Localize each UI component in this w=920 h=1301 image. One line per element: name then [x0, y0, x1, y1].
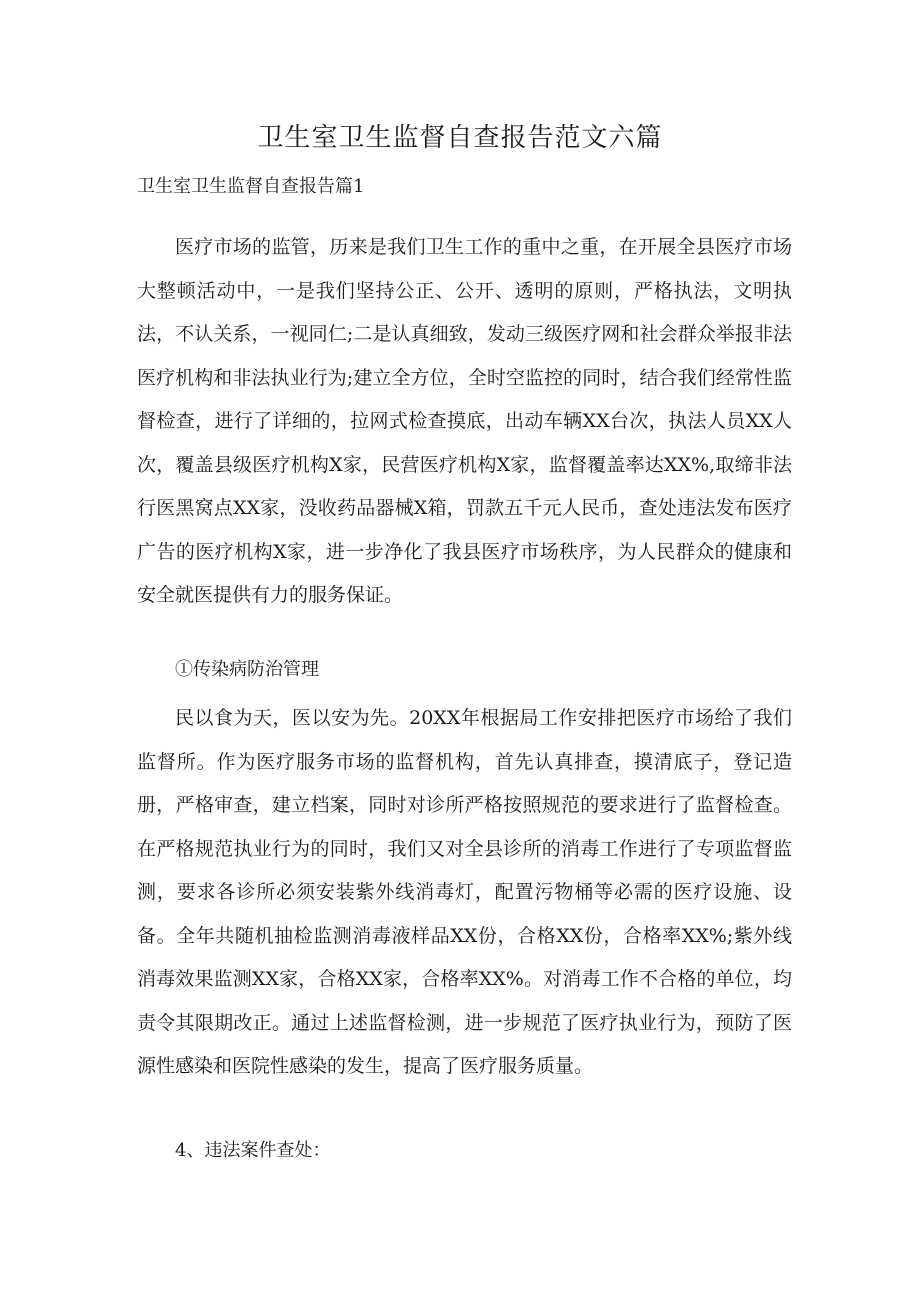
- body-paragraph-2: 民以食为天，医以安为先。20XX年根据局工作安排把医疗市场给了我们监督所。作为医疗服务市场的监督机构，首先认真排查，摸清底子，登记造册，严格审查，建立档案，同时对诊所严格按照规范的要求进行了监督检查。在严格规范执业行为的同时，我们又对全县诊所的消毒工作进行了专项监督监测，要求各诊所必须安装紫外线消毒灯，配置污物桶等必需的医疗设施、设备。全年共随机抽检监测消毒液样品XX份，合格XX份，合格率XX%;紫外线消毒效果监测XX家，合格XX家，合格率XX%。对消毒工作不合格的单位，均责令其限期改正。通过上述监督检测，进一步规范了医疗执业行为，预防了医源性感染和医院性感染的发生，提高了医疗服务质量。: [137, 707, 792, 1077]
- document-title: 卫生室卫生监督自查报告范文六篇: [257, 123, 663, 153]
- body-paragraph-1: 医疗市场的监管，历来是我们卫生工作的重中之重，在开展全县医疗市场大整顿活动中，一是我们坚持公正、公开、透明的原则，严格执法，文明执法，不认关系，一视同仁;二是认真细致，发动三级医疗网和社会群众举报非法医疗机构和非法执业行为;建立全方位，全时空监控的同时，结合我们经常性监督检查，进行了详细的，拉网式检查摸底，出动车辆XX台次，执法人员XX人次，覆盖县级医疗机构X家，民营医疗机构X家，监督覆盖率达XX%,取缔非法行医黑窝点XX家，没收药品器械X箱，罚款五千元人民币，查处违法发布医疗广告的医疗机构X家，进一步净化了我县医疗市场秩序，为人民群众的健康和安全就医提供有力的服务保证。: [137, 236, 792, 606]
- section-heading-illegal-cases: 4、违法案件查处：: [175, 1140, 331, 1161]
- section-subtitle: 卫生室卫生监督自查报告篇1: [137, 176, 365, 197]
- section-heading-infectious-disease: ①传染病防治管理: [175, 659, 319, 680]
